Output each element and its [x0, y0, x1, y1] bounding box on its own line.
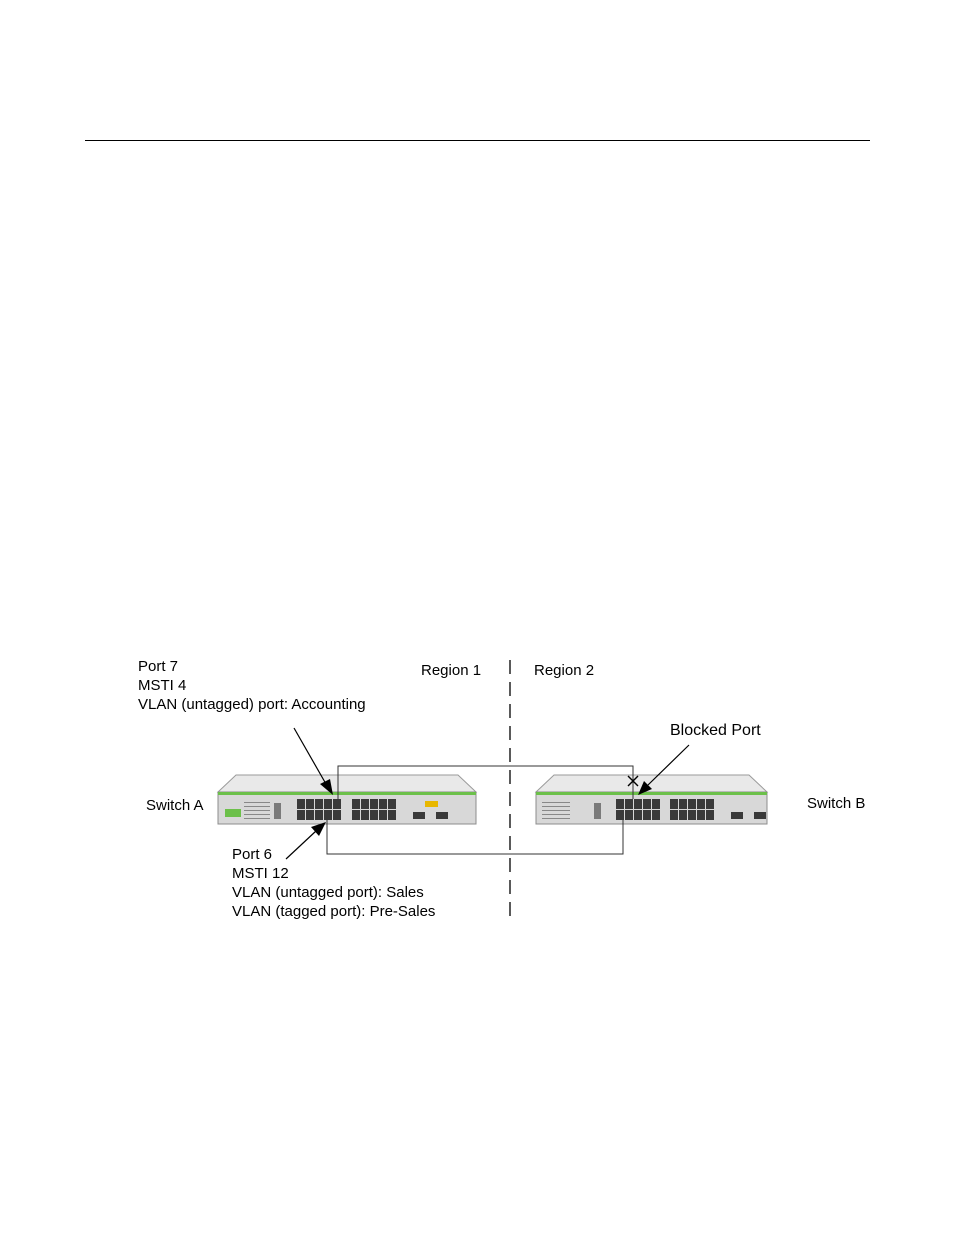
- switch-b-label: Switch B: [807, 795, 866, 812]
- switch-a-label: Switch A: [146, 797, 204, 814]
- switch-a-indicator: [425, 801, 438, 807]
- blocked-port-label: Blocked Port: [670, 722, 761, 739]
- port7-title: Port 7: [138, 658, 179, 675]
- link-port6: [327, 820, 623, 854]
- switch-a-sfp-2: [436, 812, 448, 819]
- region2-label: Region 2: [534, 662, 595, 679]
- port6-vlan-untagged: VLAN (untagged port): Sales: [232, 884, 424, 901]
- switch-b-face: [536, 792, 767, 824]
- switch-a-device: [218, 775, 476, 824]
- switch-b-top: [536, 775, 767, 792]
- arrow-port6: [286, 822, 326, 859]
- switch-a-sfp-1: [413, 812, 425, 819]
- switch-a-mode-button: [274, 803, 281, 819]
- switch-b-sfp-2: [754, 812, 766, 819]
- switch-a-stripe: [218, 792, 476, 795]
- region1-label: Region 1: [421, 662, 482, 679]
- port7-vlan: VLAN (untagged) port: Accounting: [138, 696, 366, 713]
- port7-msti: MSTI 4: [138, 677, 187, 694]
- port6-msti: MSTI 12: [232, 865, 289, 882]
- switch-b-stripe: [536, 792, 767, 795]
- switch-a-top: [218, 775, 476, 792]
- switch-b-sfp-1: [731, 812, 743, 819]
- port6-vlan-tagged: VLAN (tagged port): Pre-Sales: [232, 903, 436, 920]
- port6-title: Port 6: [232, 846, 273, 863]
- switch-a-face: [218, 792, 476, 824]
- switch-a-logo: [225, 809, 241, 817]
- switch-b-mode-button: [594, 803, 601, 819]
